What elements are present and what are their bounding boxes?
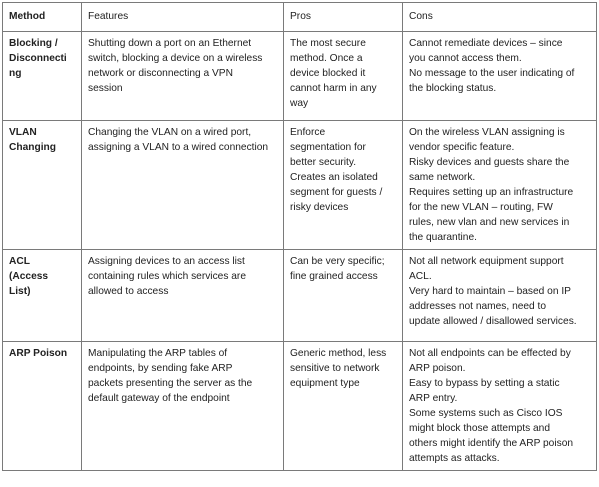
features-text-line: Assigning devices to an access list (88, 256, 245, 267)
pros-text-line: way (290, 98, 309, 109)
cons-text-line: the blocking status. (409, 83, 497, 94)
features-text-line: switch, blocking a device on a wireless (88, 53, 263, 64)
pros-text-line: sensitive to network (290, 363, 380, 374)
cons-cell (403, 32, 597, 121)
cons-text-line: ARP entry. (409, 393, 458, 404)
method-text-line: ACL (9, 256, 30, 267)
cons-cell (403, 250, 597, 342)
pros-cell (284, 121, 403, 250)
pros-text-line: equipment type (290, 378, 360, 389)
method-cell (3, 32, 82, 121)
features-text-line: endpoints, by sending fake ARP (88, 363, 233, 374)
cons-text-line: the quarantine. (409, 232, 477, 243)
method-text-line: Blocking / (9, 38, 58, 49)
cons-text-line: Some systems such as Cisco IOS (409, 408, 563, 419)
cons-text-line: Cannot remediate devices – since (409, 38, 563, 49)
features-cell (82, 32, 284, 121)
features-cell (82, 342, 284, 471)
cons-text-line: Not all network equipment support (409, 256, 564, 267)
pros-text-line: segment for guests / (290, 187, 383, 198)
header-row (3, 3, 597, 32)
table-header (3, 3, 597, 32)
table-row (3, 32, 597, 121)
features-text-line: Shutting down a port on an Ethernet (88, 38, 252, 49)
cons-text-line: vendor specific feature. (409, 142, 515, 153)
cons-text-line: No message to the user indicating of (409, 68, 575, 79)
cons-text-line: addresses not names, need to (409, 301, 547, 312)
table-row (3, 250, 597, 342)
cons-text-line: for the new VLAN – routing, FW (409, 202, 553, 213)
features-text-line: packets presenting the server as the (88, 378, 253, 389)
pros-text-line: risky devices (290, 202, 349, 213)
pros-text-line: Generic method, less (290, 348, 387, 359)
header-cons: Cons (403, 3, 597, 32)
method-cell (3, 250, 82, 342)
features-text-line: containing rules which services are (88, 271, 246, 282)
header-pros: Pros (284, 3, 403, 32)
pros-text-line: device blocked it (290, 68, 366, 79)
pros-text-line: better security. (290, 157, 357, 168)
pros-text-line: segmentation for (290, 142, 366, 153)
cons-cell (403, 342, 597, 471)
method-text-line: (Access (9, 271, 49, 282)
cons-text-line: ACL. (409, 271, 432, 282)
pros-text-line: fine grained access (290, 271, 378, 282)
pros-cell (284, 342, 403, 471)
method-text-line: List) (9, 286, 31, 297)
pros-text-line: cannot harm in any (290, 83, 377, 94)
cons-text-line: attempts as attacks. (409, 453, 500, 464)
method-text-line: Changing (9, 142, 56, 153)
method-text-line: ng (9, 68, 22, 79)
features-cell (82, 250, 284, 342)
cons-text-line: ARP poison. (409, 363, 466, 374)
cons-text-line: others might identify the ARP poison (409, 438, 574, 449)
cons-text-line: might block those attempts and (409, 423, 551, 434)
cons-text-line: same network. (409, 172, 476, 183)
features-text-line: assigning a VLAN to a wired connection (88, 142, 269, 153)
table-row (3, 342, 597, 471)
cons-text-line: update allowed / disallowed services. (409, 316, 577, 327)
header-method: Method (3, 3, 82, 32)
pros-text-line: method. Once a (290, 53, 363, 64)
cons-text-line: Very hard to maintain – based on IP (409, 286, 571, 297)
cons-text-line: On the wireless VLAN assigning is (409, 127, 565, 138)
features-text-line: session (88, 83, 123, 94)
table-row (3, 121, 597, 250)
table-body (3, 32, 597, 471)
method-text-line: ARP Poison (9, 348, 68, 359)
header-features: Features (82, 3, 284, 32)
cons-text-line: you cannot access them. (409, 53, 522, 64)
pros-text-line: Creates an isolated (290, 172, 378, 183)
pros-cell (284, 250, 403, 342)
method-text-line: VLAN (9, 127, 37, 138)
cons-text-line: Easy to bypass by setting a static (409, 378, 560, 389)
pros-text-line: The most secure (290, 38, 366, 49)
cons-text-line: Requires setting up an infrastructure (409, 187, 574, 198)
cons-text-line: Not all endpoints can be effected by (409, 348, 571, 359)
features-text-line: Changing the VLAN on a wired port, (88, 127, 252, 138)
features-text-line: network or disconnecting a VPN (88, 68, 233, 79)
method-text-line: Disconnecti (9, 53, 67, 64)
cons-cell (403, 121, 597, 250)
cons-text-line: rules, new vlan and new services in (409, 217, 570, 228)
features-text-line: default gateway of the endpoint (88, 393, 230, 404)
features-text-line: Manipulating the ARP tables of (88, 348, 228, 359)
features-text-line: allowed to access (88, 286, 169, 297)
features-cell (82, 121, 284, 250)
method-cell (3, 342, 82, 471)
comparison-table (2, 2, 597, 471)
pros-cell (284, 32, 403, 121)
cons-text-line: Risky devices and guests share the (409, 157, 570, 168)
method-cell (3, 121, 82, 250)
pros-text-line: Enforce (290, 127, 326, 138)
pros-text-line: Can be very specific; (290, 256, 385, 267)
